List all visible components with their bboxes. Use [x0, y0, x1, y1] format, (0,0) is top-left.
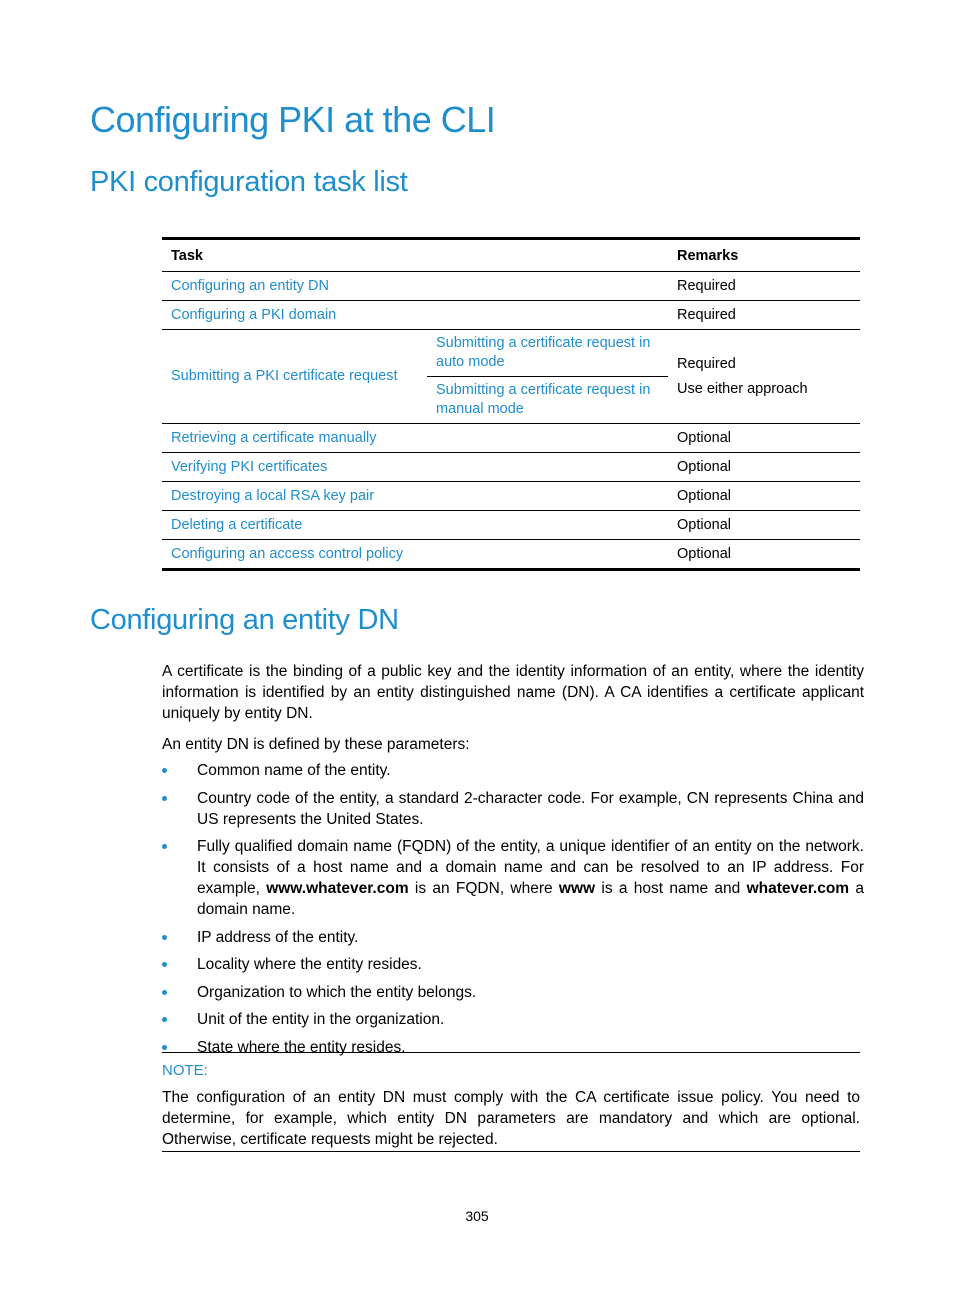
subtask-link-auto-mode[interactable]: Submitting a certificate request in auto mode — [436, 335, 651, 370]
task-link-entity-dn[interactable]: Configuring an entity DN — [171, 277, 329, 294]
task-link-access-policy[interactable]: Configuring an access control policy — [171, 545, 404, 562]
bullet-icon — [162, 796, 167, 801]
list-item: Common name of the entity. — [162, 760, 864, 781]
bullet-icon — [162, 990, 167, 995]
note-label: NOTE: — [162, 1062, 208, 1079]
remarks-cell: Required — [677, 277, 736, 294]
bullet-icon — [162, 935, 167, 940]
list-item: State where the entity resides. — [162, 1037, 864, 1058]
table-row — [162, 424, 860, 453]
page-title: Configuring PKI at the CLI — [90, 99, 496, 140]
remarks-cell: Optional — [668, 424, 860, 453]
remarks-cell: Optional — [668, 511, 860, 540]
parameter-list — [162, 760, 864, 1064]
note-text: The configuration of an entity DN must comply with the CA certificate issue policy. You need to determine, for example, which entity DN parameters are mandatory and which are optional. Otherwise, certificate requests might be rejected. — [162, 1089, 860, 1148]
remarks-cell: Optional — [668, 482, 860, 511]
remarks-cell: Optional — [668, 453, 860, 482]
list-item: Organization to which the entity belongs. — [162, 982, 864, 1003]
host-name-example: www — [558, 880, 596, 897]
bullet-icon — [162, 1045, 167, 1050]
params-intro: An entity DN is defined by these parameters: — [162, 736, 470, 753]
list-item: Locality where the entity resides. — [162, 954, 864, 975]
remarks-either: Use either approach — [677, 380, 808, 397]
page-number: 305 — [465, 1208, 489, 1224]
list-item: Fully qualified domain name (FQDN) of the entity, a unique identifier of an entity on the network. It consists of a host name and a domain name and can be resolved to an IP address. For example, www.whatever.com is an FQDN, where www is a host name and whatever.com a domain name. — [162, 836, 864, 920]
task-link-submit-request[interactable]: Submitting a PKI certificate request — [171, 368, 398, 384]
table-row — [162, 540, 860, 570]
task-table — [162, 237, 860, 571]
intro-paragraph: A certificate is the binding of a public key and the identity information of an entity, where the identity information is identified by an entity distinguished name (DN). A CA identifies a certificate applicant uniquely by entity DN. — [162, 663, 864, 722]
list-item: Unit of the entity in the organization. — [162, 1009, 864, 1030]
note-box — [162, 1052, 860, 1152]
task-link-pki-domain[interactable]: Configuring a PKI domain — [171, 306, 337, 323]
task-link-verify-certs[interactable]: Verifying PKI certificates — [171, 458, 328, 475]
section-title-entity-dn: Configuring an entity DN — [90, 604, 399, 636]
section-title-task-list: PKI configuration task list — [90, 166, 408, 198]
domain-name-example: whatever.com — [746, 880, 850, 897]
subtask-link-manual-mode[interactable]: Submitting a certificate request in manual mode — [436, 382, 651, 417]
task-link-delete-cert[interactable]: Deleting a certificate — [171, 516, 303, 533]
remarks-cell: Required — [668, 301, 860, 330]
header-task: Task — [162, 239, 668, 272]
bullet-icon — [162, 1017, 167, 1022]
task-link-destroy-key[interactable]: Destroying a local RSA key pair — [171, 487, 375, 504]
list-item: Country code of the entity, a standard 2-character code. For example, CN represents China and US represents the United States. — [162, 788, 864, 830]
bullet-icon — [162, 962, 167, 967]
header-remarks: Remarks — [668, 239, 860, 272]
table-row — [162, 453, 860, 482]
table-row — [162, 301, 860, 330]
table-header-row — [162, 239, 860, 272]
bullet-icon — [162, 844, 167, 849]
remarks-required: Required — [677, 355, 736, 372]
table-row — [162, 511, 860, 540]
task-link-retrieve-cert[interactable]: Retrieving a certificate manually — [171, 429, 377, 446]
list-item: IP address of the entity. — [162, 927, 864, 948]
remarks-cell: Optional — [668, 540, 860, 570]
bullet-icon — [162, 768, 167, 773]
table-row — [162, 272, 860, 301]
table-row — [162, 330, 860, 377]
fqdn-example: www.whatever.com — [266, 880, 409, 897]
table-row — [162, 482, 860, 511]
remarks-cell — [668, 330, 860, 424]
